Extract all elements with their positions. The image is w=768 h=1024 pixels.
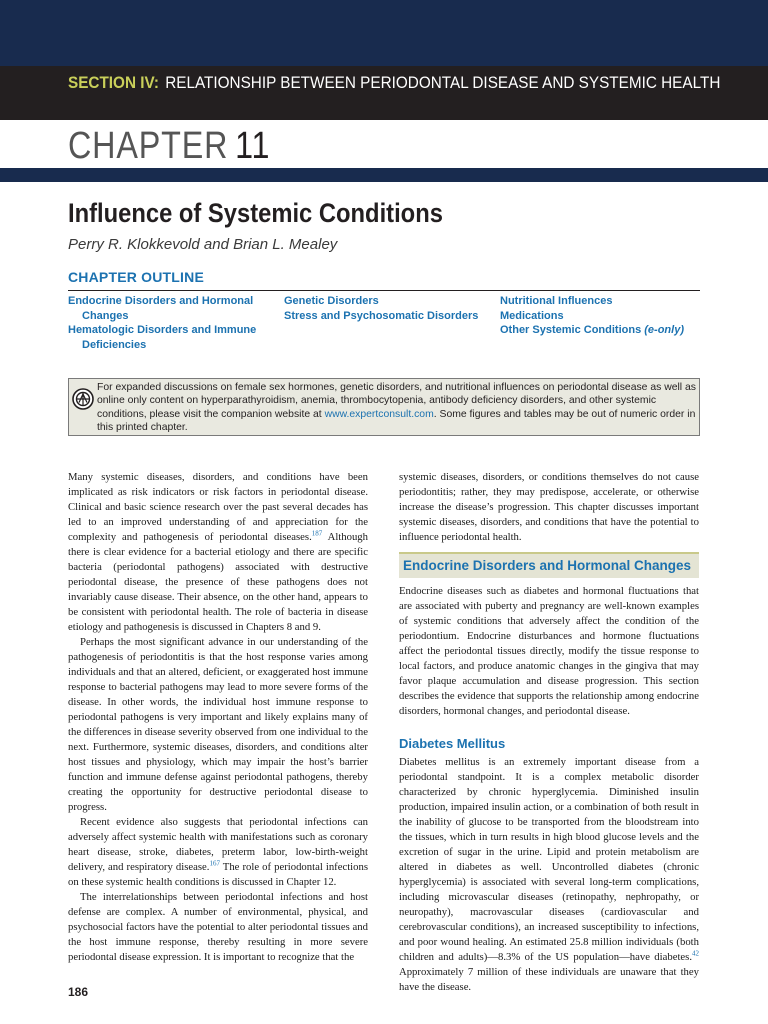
section-title: RELATIONSHIP BETWEEN PERIODONTAL DISEASE AND SYSTEMIC HEALTH <box>165 73 721 92</box>
body-paragraph: Perhaps the most significant advance in our understanding of the pathogenesis of periodontitis is that the host response varies among individuals and that an altered, deficient, or exaggerated host immune response to bacterial pathogens may lead to more severe forms of the disease. In other words, the individual host immune response to periodontal pathogens is very important and likely explains many of the differences in disease severity observed from one individual to the next. Furthermore, systemic diseases, disorders, and conditions alter host tissues and physiology, which may impair the host’s barrier function and immune defense against periodontal pathogens, thereby creating the opportunity for destructive periodontal disease to progress. <box>68 636 368 813</box>
outline-item-other[interactable] <box>500 323 710 338</box>
companion-website-link[interactable]: www.expertconsult.com <box>324 408 434 420</box>
chapter-authors: Perry R. Klokkevold and Brian L. Mealey <box>68 236 338 253</box>
e-only-tag: (e-only) <box>644 324 684 337</box>
section-heading <box>68 72 721 93</box>
note-text-after: . Some figures and tables may be out of numeric order in this printed chapter. <box>97 408 696 434</box>
paragraph-text: Recent evidence also suggests that periodontal infections can adversely affect systemic health with manifestations such as coronary heart disease, stroke, diabetes, preterm labor, low-birth-weight delivery, and respiratory disease. <box>68 816 368 873</box>
note-text-before: For expanded discussions on female sex hormones, genetic disorders, and nutritional influences on periodontal disease as well as online only content on hyperparathyroidism, anemia, thrombocytopenia, antibody deficiency disorders, and other systemic conditions, please visit the companion website at <box>97 382 696 420</box>
note-text <box>97 381 697 435</box>
online-globe-icon <box>72 388 94 410</box>
subheading-diabetes: Diabetes Mellitus <box>399 736 506 751</box>
citation-ref[interactable]: 42 <box>692 949 699 958</box>
body-paragraph: The interrelationships between periodontal infections and host defense are complex. A number of environmental, physical, and psychosocial factors have the potential to alter periodontal tissues and the host immune response, thereby resulting in more severe periodontal disease expression. It is important to recognize that the <box>68 891 368 963</box>
section-label: SECTION IV: <box>68 73 159 92</box>
chapter-outline-heading: CHAPTER OUTLINE <box>68 269 204 285</box>
paragraph-text: Many systemic diseases, disorders, and conditions have been implicated as risk indicators or risk factors in periodontal disease. Clinical and basic science research over the past several decades has led to an improved understanding of and appreciation for the complexity and pathogenesis of periodontal diseases. <box>68 471 368 543</box>
chapter-word: CHAPTER <box>68 125 229 167</box>
body-paragraph: systemic diseases, disorders, or conditions themselves do not cause periodontitis; rather, they may predispose, accelerate, or otherwise increase the disease’s progression. This chapter discusses important systemic diseases, disorders, and conditions that have the potential to influence periodontal health. <box>399 471 699 543</box>
chapter-title: Influence of Systemic Conditions <box>68 198 443 228</box>
top-header-bar <box>0 0 768 66</box>
outline-divider <box>68 290 700 291</box>
chapter-band <box>0 168 768 182</box>
outline-column-1 <box>68 294 278 352</box>
page-number: 186 <box>68 985 89 999</box>
body-paragraph: Endocrine diseases such as diabetes and hormonal fluctuations that are associated with puberty and pregnancy are well-known examples of systemic conditions that adversely affect the condition of the periodontium. Endocrine disturbances and hormone fluctuations affect the periodontal tissues directly, modify the tissue response to local factors, and produce anatomic changes in the gingiva that may favor plaque accumulation and disease progression. This section describes the evidence that supports the relationship among endocrine disorders, hormonal changes, and periodontal disease. <box>399 585 699 717</box>
body-paragraph <box>68 815 368 890</box>
chapter-number: 11 <box>235 125 271 167</box>
outline-column-3 <box>500 294 710 338</box>
paragraph-text: Although there is clear evidence for a bacterial etiology and there are specific bacteria (periodontal pathogens) associated with destructive periodontal disease, the presence of these pathogens does not invariably cause disease. Their absence, on the other hand, appears to be consistent with periodontal health. The role of bacteria in disease etiology and pathogenesis is discussed in Chapters 8 and 9. <box>68 531 368 633</box>
paragraph-text: Approximately 7 million of these individuals are unaware that they have the disease. <box>399 966 699 993</box>
outline-column-2 <box>284 294 494 323</box>
outline-item-medications[interactable]: Medications <box>500 309 564 322</box>
body-paragraph <box>399 755 699 995</box>
paragraph-text: Diabetes mellitus is an extremely important disease from a periodontal standpoint. It is a complex metabolic disorder characterized by chronic hyperglycemia. Diminished insulin production, impaired insulin action, or a combination of both result in the inability of glucose to be transported from the bloodstream into the tissues, which in turn results in high blood glucose levels and the excretion of sugar in the urine. Lipid and protein metabolism are altered in diabetes as well. Uncontrolled diabetes (chronic hyperglycemia) is associated with several long-term complications, including microvascular diseases (retinopathy, nephropathy, or neuropathy), macrovascular diseases (cardiovascular and cerebrovascular conditions), an increased susceptibility to infections, and poor wound healing. An estimated 25.8 million individuals (both children and adults)—8.3% of the US population—have diabetes. <box>399 756 699 963</box>
paragraph-text: The role of periodontal infections on these systemic health conditions is discussed in Chapter 12. <box>68 861 368 888</box>
outline-item-hematologic[interactable]: Hematologic Disorders and Immune Deficiencies <box>68 324 257 351</box>
outline-item-other-label: Other Systemic Conditions <box>500 324 642 337</box>
left-column <box>68 470 368 965</box>
outline-item-endocrine[interactable]: Endocrine Disorders and Hormonal Changes <box>68 295 254 322</box>
outline-item-genetic[interactable]: Genetic Disorders <box>284 295 379 307</box>
chapter-heading <box>68 124 270 168</box>
online-content-note <box>68 378 700 436</box>
citation-ref[interactable]: 187 <box>311 529 323 538</box>
section-heading-endocrine: Endocrine Disorders and Hormonal Changes <box>399 552 699 578</box>
outline-item-stress[interactable]: Stress and Psychosomatic Disorders <box>284 309 479 322</box>
right-column <box>399 470 699 995</box>
outline-item-nutritional[interactable]: Nutritional Influences <box>500 295 613 307</box>
body-paragraph <box>68 470 368 635</box>
citation-ref[interactable]: 167 <box>209 859 220 868</box>
